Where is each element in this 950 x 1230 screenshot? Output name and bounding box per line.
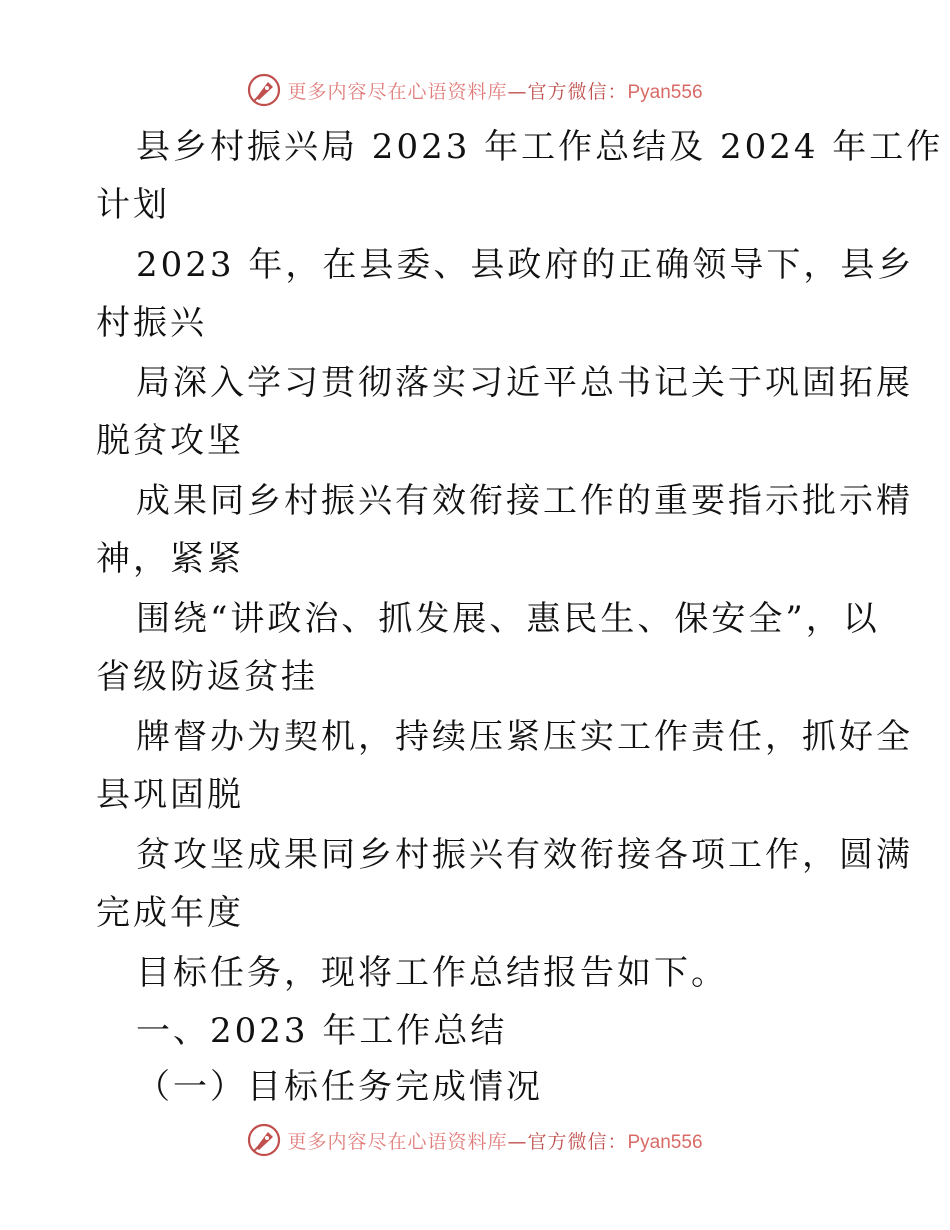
subsection-heading: （一）目标任务完成情况 — [136, 1067, 543, 1107]
watermark-text — [287, 1127, 702, 1154]
watermark-wechat-id: Pyan556 — [627, 1131, 703, 1153]
watermark-separator: — — [507, 1130, 528, 1153]
watermark-wechat-id: Pyan556 — [627, 81, 703, 103]
title-line-1: 县乡村振兴局 2023 年工作总结及 2024 年工作 — [136, 127, 944, 167]
title-line-2: 计划 — [96, 185, 170, 225]
paragraph-line: 贫攻坚成果同乡村振兴有效衔接各项工作，圆满 — [136, 835, 913, 875]
watermark-official-label: 官方微信： — [527, 80, 628, 103]
section-heading: 一、2023 年工作总结 — [136, 1011, 508, 1051]
paragraph-line: 省级防返贫挂 — [96, 657, 318, 697]
paragraph-line: 村振兴 — [96, 303, 207, 343]
watermark-official-label: 官方微信： — [527, 1130, 628, 1153]
watermark-text — [287, 77, 702, 104]
paragraph-line: 完成年度 — [96, 893, 244, 933]
paragraph-line: 2023 年，在县委、县政府的正确领导下，县乡 — [136, 245, 915, 285]
pen-nib-logo-icon — [247, 1123, 281, 1157]
watermark-brand: 更多内容尽在心语资料库 — [287, 80, 508, 103]
watermark-brand: 更多内容尽在心语资料库 — [287, 1130, 508, 1153]
paragraph-line: 县巩固脱 — [96, 775, 244, 815]
paragraph-line: 脱贫攻坚 — [96, 421, 244, 461]
paragraph-line: 围绕“讲政治、抓发展、惠民生、保安全”，以 — [136, 599, 880, 639]
pen-nib-logo-icon — [247, 73, 281, 107]
footer-watermark — [0, 1122, 950, 1158]
paragraph-line: 神，紧紧 — [96, 539, 244, 579]
watermark-separator: — — [507, 80, 528, 103]
paragraph-line: 局深入学习贯彻落实习近平总书记关于巩固拓展 — [136, 363, 913, 403]
paragraph-line: 成果同乡村振兴有效衔接工作的重要指示批示精 — [136, 481, 913, 521]
paragraph-line: 目标任务，现将工作总结报告如下。 — [136, 953, 728, 993]
paragraph-line: 牌督办为契机，持续压紧压实工作责任，抓好全 — [136, 717, 913, 757]
header-watermark — [0, 72, 950, 108]
